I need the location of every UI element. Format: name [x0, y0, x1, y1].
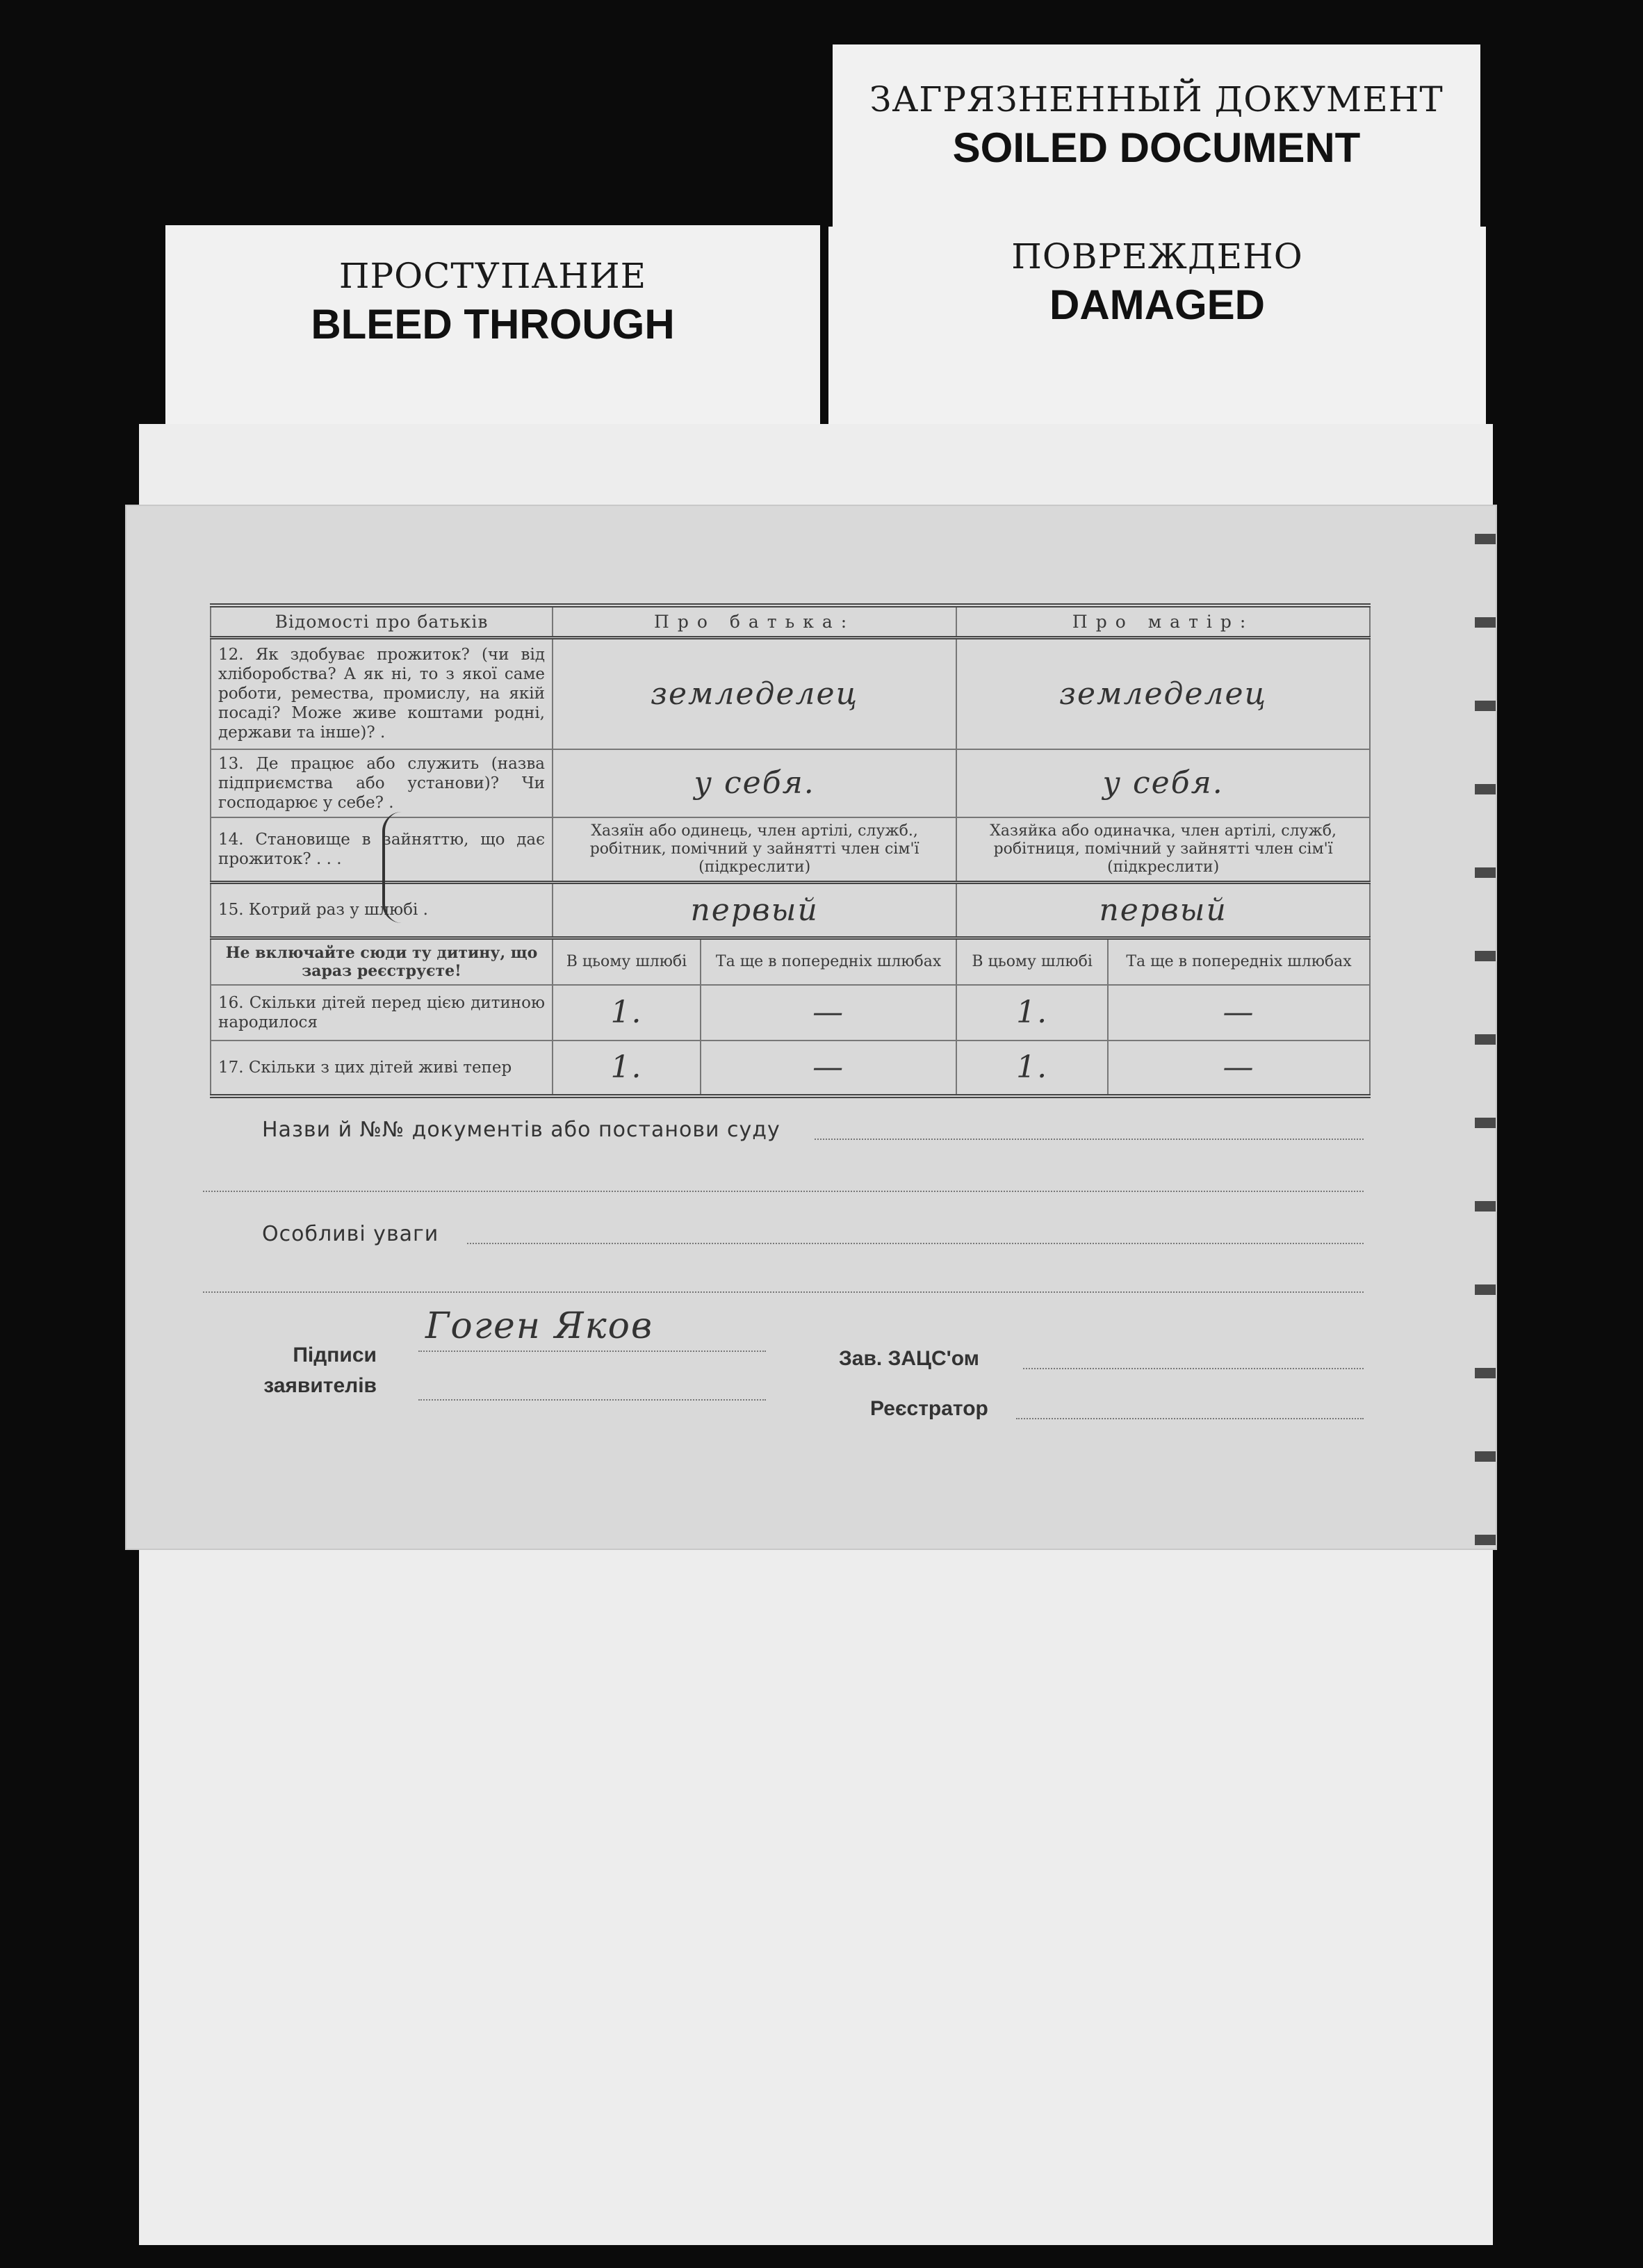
remarks-line-1 — [467, 1243, 1364, 1244]
father-prev-17: — — [701, 1041, 956, 1096]
registration-form — [126, 506, 1496, 1549]
mother-prev-16: — — [1108, 985, 1370, 1041]
documents-field-label: Назви й №№ документів або постанови суду — [262, 1118, 780, 1142]
documents-line-2 — [203, 1191, 1364, 1192]
damaged-label-ru: ПОВРЕЖДЕНО — [1011, 236, 1303, 277]
father-answer-15: первый — [553, 882, 956, 938]
mother-answer-13: у себя. — [956, 749, 1370, 817]
mother-prev-17: — — [1108, 1041, 1370, 1096]
father-this-marriage-header: В цьому шлюбі — [553, 938, 701, 985]
father-prev-16: — — [701, 985, 956, 1041]
remarks-field-label: Особливі уваги — [262, 1222, 439, 1246]
remarks-line-2 — [203, 1291, 1364, 1293]
mother-answer-12: земледелец — [956, 638, 1370, 749]
children-subheader-row — [211, 938, 1370, 985]
mother-this-marriage-header: В цьому шлюбі — [956, 938, 1108, 985]
header-mother: Про матір: — [956, 605, 1370, 638]
mother-this-17: 1. — [956, 1041, 1108, 1096]
soiled-document-label — [833, 44, 1480, 253]
head-of-registry-label: Зав. ЗАЦС'ом — [839, 1347, 979, 1370]
torn-edge — [1475, 506, 1496, 1549]
question-16: 16. Скільки дітей перед цією дитиною народилося — [211, 985, 553, 1041]
mother-prev-marriage-header: Та ще в попередніх шлюбах — [1108, 938, 1370, 985]
father-this-17: 1. — [553, 1041, 701, 1096]
exclude-note: Не включайте сюди ту дитину, що зараз реєструєте! — [211, 938, 553, 985]
signature-line-2 — [418, 1399, 766, 1401]
table-row — [211, 985, 1370, 1041]
head-signature-line — [1023, 1368, 1364, 1369]
table-row — [211, 1041, 1370, 1096]
soiled-label-ru: ЗАГРЯЗНЕННЫЙ ДОКУМЕНТ — [869, 79, 1444, 120]
bleed-label-en: BLEED THROUGH — [311, 301, 675, 348]
father-prev-marriage-header: Та ще в попередніх шлюбах — [701, 938, 956, 985]
mother-this-16: 1. — [956, 985, 1108, 1041]
bleed-label-ru: ПРОСТУПАНИЕ — [338, 256, 647, 296]
damaged-label-en: DAMAGED — [1049, 282, 1265, 328]
question-12: 12. Як здобуває прожиток? (чи від хліборобства? А як ні, то з якої саме роботи, ремества, промислу, на якій посаді? Може живе коштами родні, держави та інше)? . — [211, 638, 553, 749]
header-parents-info: Відомості про батьків — [211, 605, 553, 638]
bleed-through-label — [165, 225, 820, 434]
question-14: 14. Становище в зайняттю, що дає прожиток? . . . — [211, 817, 553, 883]
father-answer-13: у себя. — [553, 749, 956, 817]
question-13: 13. Де працює або служить (назва підприємства або установи)? Чи господарює у себе? . — [211, 749, 553, 817]
question-15: 15. Котрий раз у шлюбі . — [211, 882, 553, 938]
brace — [382, 812, 402, 923]
signature-line-1 — [418, 1351, 766, 1352]
registrar-label: Реєстратор — [870, 1397, 988, 1420]
table-row — [211, 749, 1370, 817]
damaged-label — [828, 227, 1486, 435]
applicant-signature: Гоген Яков — [425, 1305, 654, 1347]
applicants-signature-label: Підписи заявителів — [263, 1344, 377, 1397]
soiled-label-en: SOILED DOCUMENT — [952, 124, 1361, 171]
mother-answer-15: первый — [956, 882, 1370, 938]
father-answer-14: Хазяїн або одинець, член артілі, служб., робітник, помічний у зайнятті член сім'ї (підкреслити) — [553, 817, 956, 883]
table-header-row — [211, 605, 1370, 638]
documents-line-1 — [815, 1139, 1364, 1140]
registrar-line — [1016, 1418, 1364, 1419]
question-17: 17. Скільки з цих дітей живі тепер — [211, 1041, 553, 1096]
header-father: Про батька: — [553, 605, 956, 638]
father-answer-12: земледелец — [553, 638, 956, 749]
father-this-16: 1. — [553, 985, 701, 1041]
table-row — [211, 638, 1370, 749]
mother-answer-14: Хазяйка або одиначка, член артілі, служб, робітниця, помічний у зайнятті член сім'ї (підкреслити) — [956, 817, 1370, 883]
